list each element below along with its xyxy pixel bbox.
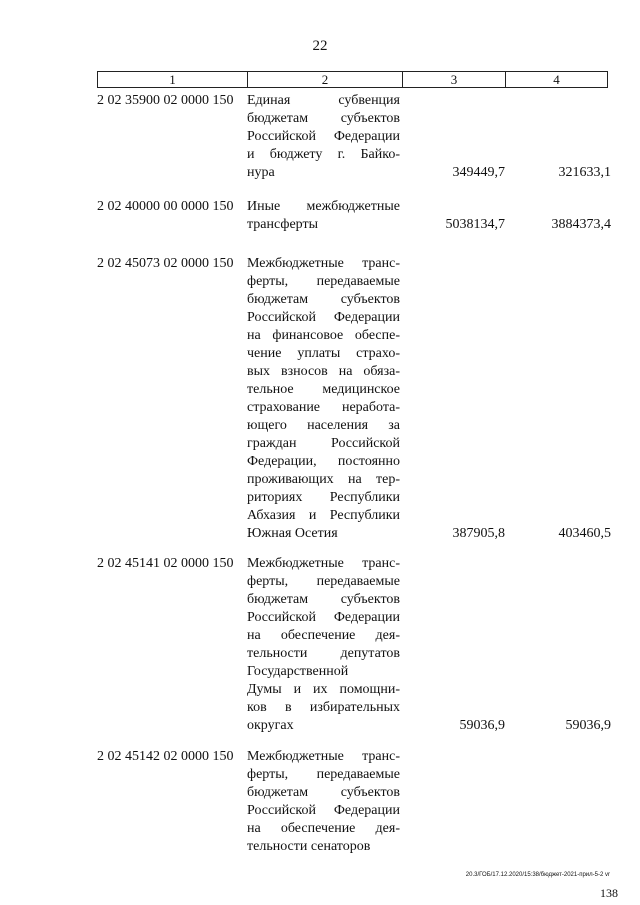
amount-col-3: 349449,7 — [452, 165, 505, 180]
description-line: Российской Федерации — [247, 610, 400, 625]
description-line: ферты, передаваемые — [247, 274, 400, 289]
amount-col-4: 403460,5 — [558, 526, 611, 541]
description-line: на обеспечение дея- — [247, 628, 400, 643]
description-line: трансферты — [247, 217, 319, 232]
item-description — [247, 92, 400, 182]
budget-code: 2 02 45141 02 0000 150 — [97, 556, 234, 571]
page-number: 22 — [312, 38, 328, 54]
description-line: Государственной — [247, 664, 349, 679]
description-line: вых взносов на обяза- — [247, 364, 400, 379]
description-line: на финансовое обеспе- — [247, 328, 400, 343]
item-description — [247, 255, 400, 543]
sheet-number: 138 — [600, 886, 618, 900]
description-line: тельное медицинское — [247, 382, 400, 397]
description-line: на обеспечение дея- — [247, 821, 400, 836]
amount-col-3: 387905,8 — [452, 526, 505, 541]
amount-col-3: 59036,9 — [459, 718, 505, 733]
description-line: ющего населения за — [247, 418, 400, 433]
description-line: Российской Федерации — [247, 803, 400, 818]
description-line: ферты, передаваемые — [247, 574, 400, 589]
amount-col-3: 5038134,7 — [445, 217, 505, 232]
description-line: нура — [247, 165, 275, 180]
description-line: тельности депутатов — [247, 646, 400, 661]
description-line: Межбюджетные транс- — [247, 556, 400, 571]
description-line: округах — [247, 718, 294, 733]
description-line: ков в избирательных — [247, 700, 400, 715]
budget-code: 2 02 40000 00 0000 150 — [97, 199, 234, 214]
budget-code: 2 02 45073 02 0000 150 — [97, 256, 234, 271]
description-line: Межбюджетные транс- — [247, 749, 400, 764]
amount-col-4: 321633,1 — [558, 165, 611, 180]
description-line: и бюджету г. Байко- — [247, 147, 400, 162]
description-line: Южная Осетия — [247, 526, 338, 541]
budget-code: 2 02 45142 02 0000 150 — [97, 749, 234, 764]
item-description — [247, 555, 400, 735]
description-line: Межбюджетные транс- — [247, 256, 400, 271]
description-line: Единая субвенция — [247, 93, 400, 108]
description-line: бюджетам субъектов — [247, 785, 400, 800]
description-line: граждан Российской — [247, 436, 400, 451]
description-line: бюджетам субъектов — [247, 111, 400, 126]
item-description — [247, 198, 400, 234]
description-line: бюджетам субъектов — [247, 592, 400, 607]
amount-col-4: 59036,9 — [565, 718, 611, 733]
table-header — [97, 71, 608, 88]
description-line: Российской Федерации — [247, 129, 400, 144]
description-line: Федерации, постоянно — [247, 454, 400, 469]
header-col-3: 3 — [403, 72, 506, 87]
header-col-2: 2 — [248, 72, 403, 87]
header-col-1: 1 — [98, 72, 248, 87]
description-line: Думы и их помощни- — [247, 682, 400, 697]
amount-col-4: 3884373,4 — [551, 217, 611, 232]
description-line: тельности сенаторов — [247, 839, 371, 854]
description-line: Российской Федерации — [247, 310, 400, 325]
description-line: проживающих на тер- — [247, 472, 400, 487]
description-line: чение уплаты страхо- — [247, 346, 400, 361]
description-line: бюджетам субъектов — [247, 292, 400, 307]
description-line: Иные межбюджетные — [247, 199, 400, 214]
description-line: Абхазия и Республики — [247, 508, 400, 523]
description-line: риториях Республики — [247, 490, 400, 505]
item-description — [247, 748, 400, 856]
description-line: страхование неработа- — [247, 400, 400, 415]
budget-code: 2 02 35900 02 0000 150 — [97, 93, 234, 108]
header-col-4: 4 — [553, 72, 560, 87]
description-line: ферты, передаваемые — [247, 767, 400, 782]
document-stamp: 20.3/ГОБ/17.12.2020/15:38/бюджет-2021-прил-5-2 vr — [465, 872, 610, 878]
